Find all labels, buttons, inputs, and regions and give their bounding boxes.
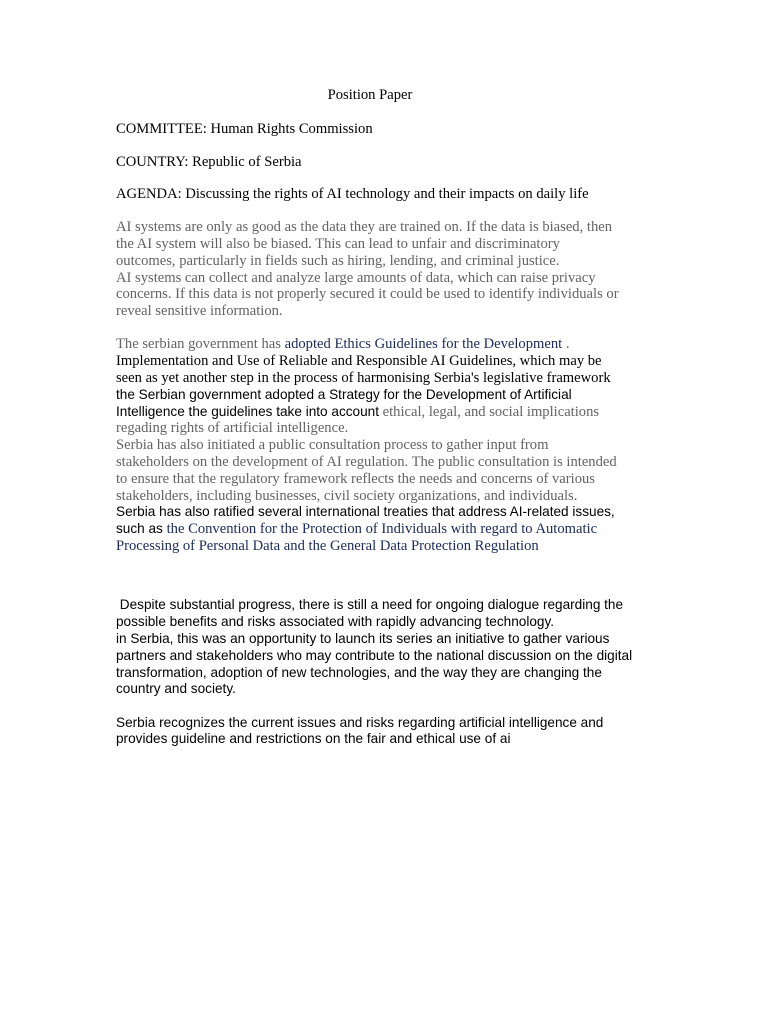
agenda-line: AGENDA: Discussing the rights of AI technology and their impacts on daily life [116,186,589,203]
text-span: . [562,336,570,353]
text-line: country and society. [116,681,236,697]
paragraph-serbia-policy [116,336,656,554]
text-line: Serbia has also initiated a public consultation process to gather input from [116,437,549,454]
text-line: concerns. If this data is not properly secured it could be used to identify individuals or [116,286,619,303]
text-line: Processing of Personal Data and the General Data Protection Regulation [116,538,539,555]
text-span: the Convention for the Protection of Individuals with regard to Automatic [166,521,598,538]
text-line: partners and stakeholders who may contribute to the national discussion on the digital [116,647,633,663]
text-line: the Serbian government adopted a Strategy for the Development of Artificial [116,386,572,402]
committee-line: COMMITTEE: Human Rights Commission [116,120,373,137]
text-line [116,521,656,538]
text-span: such as [116,521,167,537]
text-line: possible benefits and risks associated with rapidly advancing technology. [116,614,555,630]
text-line: Serbia has also ratified several international treaties that address AI-related issues, [116,504,615,520]
paragraph-dialogue [116,597,656,698]
text-line: stakeholders, including businesses, civil society organizations, and individuals. [116,487,578,504]
text-line: stakeholders on the development of AI regulation. The public consultation is intended [116,454,617,471]
text-line: AI systems can collect and analyze large amounts of data, which can raise privacy [116,269,596,286]
text-line: regading rights of artificial intelligence. [116,420,349,437]
document-title: Position Paper [327,87,413,103]
document-body [116,87,656,765]
text-span: The serbian government has [116,336,285,353]
text-line: reveal sensitive information. [116,303,283,320]
text-line [116,336,656,353]
text-line: transformation, adoption of new technologies, and the way they are changing the [116,664,602,680]
paragraph-ai-bias [116,219,656,320]
text-line: to ensure that the regulatory framework reflects the needs and concerns of various [116,470,595,487]
text-line: Implementation and Use of Reliable and Responsible AI Guidelines, which may be [116,353,602,370]
text-line: in Serbia, this was an opportunity to launch its series an initiative to gather various [116,630,610,646]
text-line: outcomes, particularly in fields such as hiring, lending, and criminal justice. [116,252,560,269]
text-line: Serbia recognizes the current issues and risks regarding artificial intelligence and [116,714,604,730]
text-line: the AI system will also be biased. This can lead to unfair and discriminatory [116,235,560,252]
text-line: provides guideline and restrictions on the fair and ethical use of ai [116,731,511,747]
text-span: Intelligence the guidelines take into account [116,403,379,419]
text-line [116,404,656,421]
paragraph-conclusion [116,715,656,749]
spacer [116,571,656,597]
text-line: seen as yet another step in the process of harmonising Serbia's legislative framework [116,370,611,387]
text-span: adopted Ethics Guidelines for the Development [284,336,563,353]
text-line: Despite substantial progress, there is still a need for ongoing dialogue regarding the [116,597,624,613]
text-line: AI systems are only as good as the data they are trained on. If the data is biased, then [116,219,613,236]
country-line: COUNTRY: Republic of Serbia [116,153,302,170]
text-span: ethical, legal, and social implications [379,403,600,420]
